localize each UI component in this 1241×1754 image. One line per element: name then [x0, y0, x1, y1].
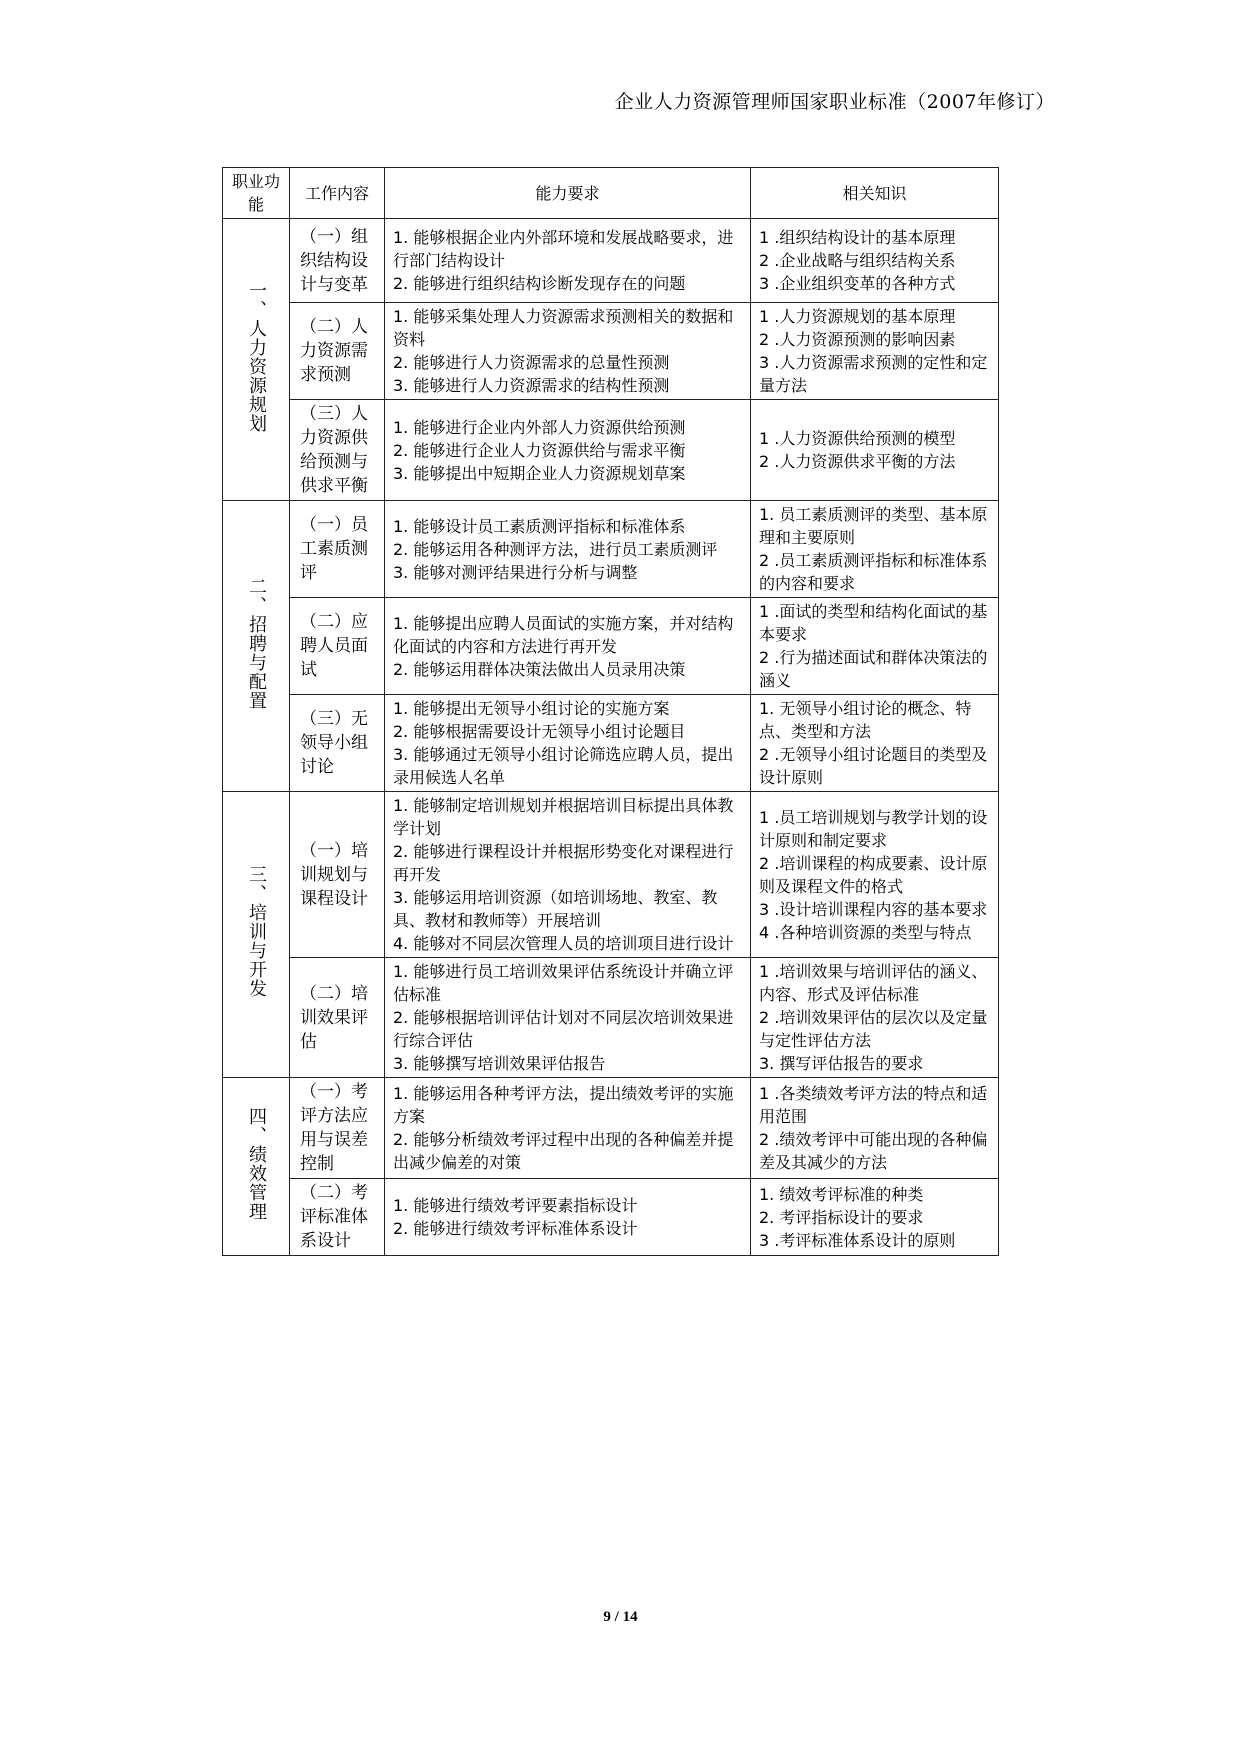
function-cell — [223, 501, 290, 792]
knowledge-item: 3 .设计培训课程内容的基本要求 — [759, 899, 988, 919]
knowledge-cell — [751, 400, 999, 501]
header-function: 职业功能 — [223, 168, 290, 219]
knowledge-item: 1 .人力资源规划的基本原理 — [759, 307, 956, 326]
knowledge-item: 1 .面试的类型和结构化面试的基本要求 — [759, 602, 988, 644]
ability-item: 3. 能够撰写培训效果评估报告 — [393, 1054, 606, 1073]
knowledge-item: 4 .各种培训资源的类型与特点 — [759, 922, 972, 942]
ability-cell — [385, 792, 751, 958]
table-row — [223, 598, 999, 695]
work-content-cell: （一）组织结构设计与变革 — [290, 219, 385, 303]
ability-item: 3. 能够提出中短期企业人力资源规划草案 — [393, 463, 686, 483]
knowledge-cell — [751, 958, 999, 1078]
ability-item: 3. 能够进行人力资源需求的结构性预测 — [393, 376, 670, 395]
ability-item: 2. 能够根据培训评估计划对不同层次培训效果进行综合评估 — [393, 1008, 734, 1050]
function-cell — [223, 1078, 290, 1256]
knowledge-item: 1 .员工培训规划与教学计划的设计原则和制定要求 — [759, 807, 988, 850]
ability-item: 2. 能够运用各种测评方法，进行员工素质测评 — [393, 539, 718, 559]
work-content-cell: （一）考评方法应用与误差控制 — [290, 1078, 385, 1179]
knowledge-item: 2 .无领导小组讨论题目的类型及设计原则 — [759, 745, 988, 787]
ability-item: 1. 能够进行绩效考评要素指标设计 — [393, 1196, 638, 1215]
table-row — [223, 792, 999, 958]
ability-cell — [385, 958, 751, 1078]
ability-item: 1. 能够制定培训规划并根据培训目标提出具体教学计划 — [393, 796, 734, 838]
table-row — [223, 695, 999, 792]
knowledge-cell — [751, 219, 999, 303]
knowledge-item: 1 .组织结构设计的基本原理 — [759, 228, 956, 247]
work-content-cell: （二）考评标准体系设计 — [290, 1179, 385, 1256]
ability-cell — [385, 303, 751, 400]
knowledge-item: 2 .人力资源供求平衡的方法 — [759, 452, 956, 471]
table-row — [223, 501, 999, 598]
ability-cell — [385, 695, 751, 792]
page-number: 9 / 14 — [603, 1609, 638, 1625]
ability-item: 1. 能够根据企业内外部环境和发展战略要求，进行部门结构设计 — [393, 228, 734, 270]
knowledge-cell — [751, 598, 999, 695]
header-ability: 能力要求 — [385, 168, 751, 219]
header-knowledge: 相关知识 — [751, 168, 999, 219]
knowledge-item: 3. 撰写评估报告的要求 — [759, 1054, 924, 1073]
ability-item: 2. 能够分析绩效考评过程中出现的各种偏差并提出减少偏差的对策 — [393, 1130, 734, 1172]
table-row — [223, 1179, 999, 1256]
table-row — [223, 958, 999, 1078]
function-cell — [223, 792, 290, 1078]
function-cell — [223, 219, 290, 501]
ability-item: 2. 能够进行课程设计并根据形势变化对课程进行再开发 — [393, 842, 734, 884]
knowledge-item: 1 .培训效果与培训评估的涵义、内容、形式及评估标准 — [759, 962, 988, 1004]
knowledge-cell — [751, 303, 999, 400]
table-header-row — [223, 168, 999, 219]
ability-item: 3. 能够运用培训资源（如培训场地、教室、教具、教材和教师等）开展培训 — [393, 888, 718, 930]
ability-cell — [385, 501, 751, 598]
knowledge-item: 2. 考评指标设计的要求 — [759, 1207, 924, 1227]
knowledge-item: 3 .考评标准体系设计的原则 — [759, 1230, 956, 1250]
ability-item: 1. 能够运用各种考评方法，提出绩效考评的实施方案 — [393, 1084, 734, 1126]
knowledge-item: 2 .培训效果评估的层次以及定量与定性评估方法 — [759, 1008, 988, 1050]
knowledge-item: 3 .企业组织变革的各种方式 — [759, 274, 956, 293]
knowledge-cell — [751, 1179, 999, 1256]
table-row — [223, 1078, 999, 1179]
ability-item: 2. 能够进行企业人力资源供给与需求平衡 — [393, 440, 686, 460]
ability-item: 1. 能够采集处理人力资源需求预测相关的数据和资料 — [393, 307, 734, 349]
ability-cell — [385, 1179, 751, 1256]
knowledge-item: 1 .人力资源供给预测的模型 — [759, 429, 956, 448]
function-label: 二、招聘与配置 — [246, 576, 267, 710]
knowledge-item: 2 .员工素质测评指标和标准体系的内容和要求 — [759, 551, 988, 593]
header-content: 工作内容 — [290, 168, 385, 219]
ability-item: 2. 能够运用群体决策法做出人员录用决策 — [393, 659, 686, 679]
ability-item: 4. 能够对不同层次管理人员的培训项目进行设计 — [393, 934, 734, 953]
work-content-cell: （二）人力资源需求预测 — [290, 303, 385, 400]
ability-item: 2. 能够进行组织结构诊断发现存在的问题 — [393, 274, 686, 293]
knowledge-item: 3 .人力资源需求预测的定性和定量方法 — [759, 353, 988, 395]
ability-cell — [385, 598, 751, 695]
table-row — [223, 219, 999, 303]
function-label: 四、绩效管理 — [246, 1106, 267, 1221]
knowledge-item: 2 .绩效考评中可能出现的各种偏差及其减少的方法 — [759, 1130, 988, 1172]
ability-item: 1. 能够进行员工培训效果评估系统设计并确立评估标准 — [393, 962, 734, 1004]
ability-cell — [385, 1078, 751, 1179]
ability-item: 1. 能够设计员工素质测评指标和标准体系 — [393, 516, 686, 536]
knowledge-cell — [751, 695, 999, 792]
running-header: 企业人力资源管理师国家职业标准（2007年修订） — [614, 91, 1055, 113]
ability-item: 1. 能够提出应聘人员面试的实施方案，并对结构化面试的内容和方法进行再开发 — [393, 613, 734, 656]
ability-cell — [385, 219, 751, 303]
ability-item: 1. 能够进行企业内外部人力资源供给预测 — [393, 417, 686, 437]
work-content-cell: （一）培训规划与课程设计 — [290, 792, 385, 958]
ability-item: 2. 能够根据需要设计无领导小组讨论题目 — [393, 722, 686, 741]
knowledge-item: 1. 员工素质测评的类型、基本原理和主要原则 — [759, 505, 988, 547]
ability-item: 3. 能够通过无领导小组讨论筛选应聘人员，提出录用候选人名单 — [393, 745, 734, 787]
knowledge-cell — [751, 1078, 999, 1179]
knowledge-item: 2 .企业战略与组织结构关系 — [759, 251, 956, 270]
knowledge-cell — [751, 792, 999, 958]
ability-cell — [385, 400, 751, 501]
knowledge-cell — [751, 501, 999, 598]
work-content-cell: （三）无领导小组讨论 — [290, 695, 385, 792]
work-content-cell: （二）培训效果评估 — [290, 958, 385, 1078]
table-row — [223, 400, 999, 501]
knowledge-item: 1. 无领导小组讨论的概念、特点、类型和方法 — [759, 699, 972, 741]
table-row — [223, 303, 999, 400]
table-body — [223, 219, 999, 1256]
knowledge-item: 2 .培训课程的构成要素、设计原则及课程文件的格式 — [759, 853, 988, 896]
function-label: 一、人力资源规划 — [246, 280, 267, 433]
ability-item: 2. 能够进行人力资源需求的总量性预测 — [393, 353, 670, 372]
work-content-cell: （一）员工素质测评 — [290, 501, 385, 598]
knowledge-item: 1 .各类绩效考评方法的特点和适用范围 — [759, 1084, 988, 1126]
knowledge-item: 2 .行为描述面试和群体决策法的涵义 — [759, 648, 988, 690]
ability-item: 2. 能够进行绩效考评标准体系设计 — [393, 1219, 638, 1238]
function-label: 三、培训与开发 — [246, 865, 267, 998]
occupation-standard-table — [222, 167, 999, 1256]
ability-item: 1. 能够提出无领导小组讨论的实施方案 — [393, 699, 670, 718]
knowledge-item: 1. 绩效考评标准的种类 — [759, 1184, 924, 1204]
work-content-cell: （二）应聘人员面试 — [290, 598, 385, 695]
ability-item: 3. 能够对测评结果进行分析与调整 — [393, 562, 638, 582]
work-content-cell: （三）人力资源供给预测与供求平衡 — [290, 400, 385, 501]
knowledge-item: 2 .人力资源预测的影响因素 — [759, 330, 956, 349]
